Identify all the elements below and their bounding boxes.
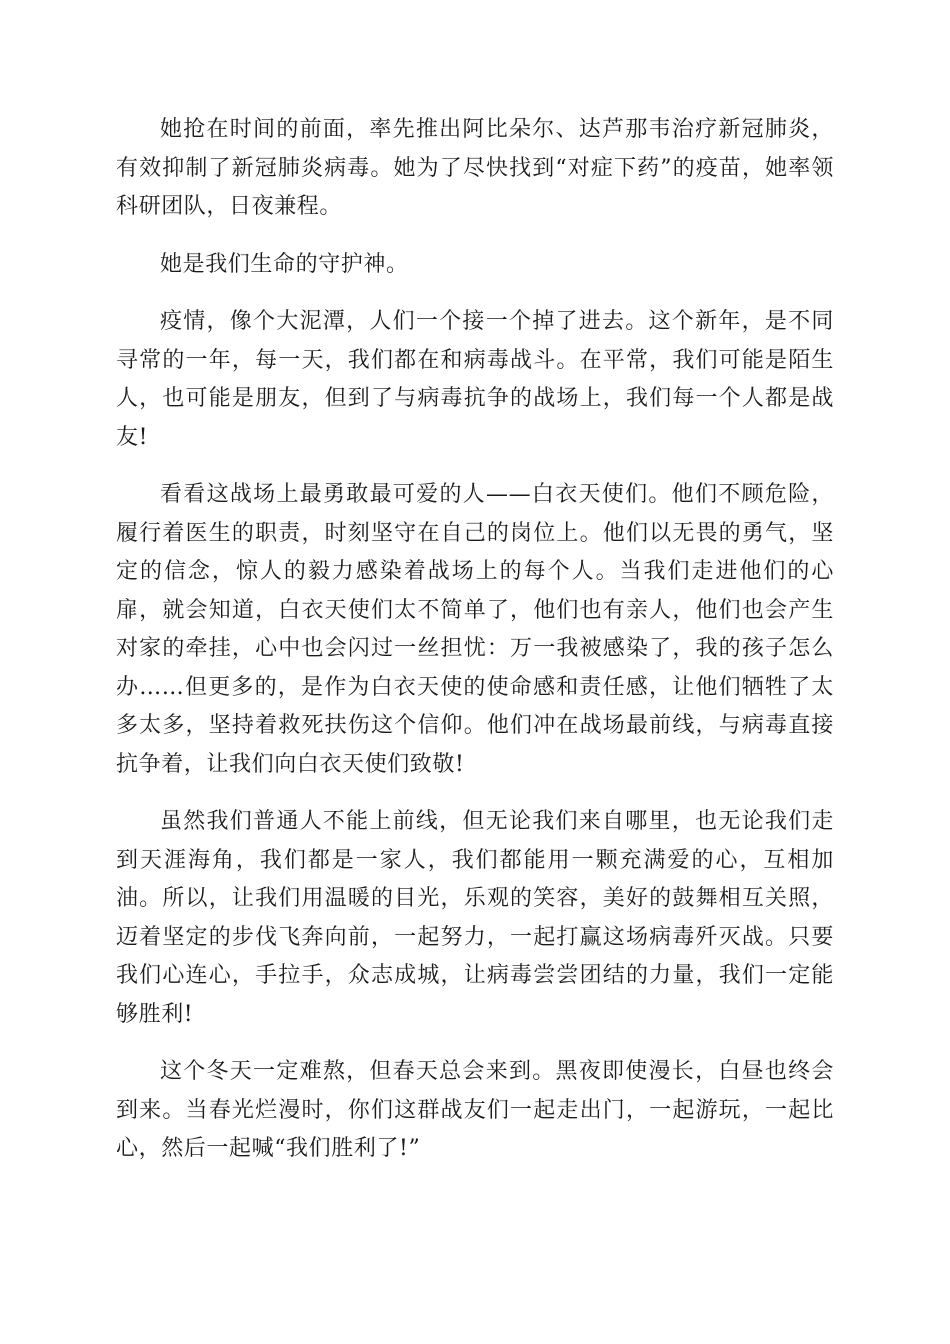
paragraph-5: 虽然我们普通人不能上前线，但无论我们来自哪里，也无论我们走到天涯海角，我们都是一家人，我们都能用一颗充满爱的心，互相加油。所以，让我们用温暖的目光，乐观的笑容，美好的鼓舞相互关照，迈着坚定的步伐飞奔向前，一起努力，一起打赢这场病毒歼灭战。只要我们心连心，手拉手，众志成城，让病毒尝尝团结的力量，我们一定能够胜利! [116,809,834,1027]
paragraph-2: 她是我们生命的守护神。 [160,251,409,277]
paragraph-1: 她抢在时间的前面，率先推出阿比朵尔、达芦那韦治疗新冠肺炎，有效抑制了新冠肺炎病毒。她为了尽快找到“对症下药”的疫苗，她率领科研团队，日夜兼程。 [116,117,834,219]
document-body [116,111,834,1188]
paragraph-3: 疫情，像个大泥潭，人们一个接一个掉了进去。这个新年，是不同寻常的一年，每一天，我们都在和病毒战斗。在平常，我们可能是陌生人，也可能是朋友，但到了与病毒抗争的战场上，我们每一个人都是战友! [116,309,834,450]
paragraph-4: 看看这战场上最勇敢最可爱的人——白衣天使们。他们不顾危险，履行着医生的职责，时刻坚守在自己的岗位上。他们以无畏的勇气，坚定的信念，惊人的毅力感染着战场上的每个人。当我们走进他们的心扉，就会知道，白衣天使们太不简单了，他们也有亲人，他们也会产生对家的牵挂，心中也会闪过一丝担忧：万一我被感染了，我的孩子怎么办……但更多的，是作为白衣天使的使命感和责任感，让他们牺牲了太多太多，坚持着救死扶伤这个信仰。他们冲在战场最前线，与病毒直接抗争着，让我们向白衣天使们致敬! [116,482,834,777]
paragraph-6: 这个冬天一定难熬，但春天总会来到。黑夜即使漫长，白昼也终会到来。当春光烂漫时，你们这群战友们一起走出门，一起游玩，一起比心，然后一起喊“我们胜利了!” [116,1059,834,1161]
